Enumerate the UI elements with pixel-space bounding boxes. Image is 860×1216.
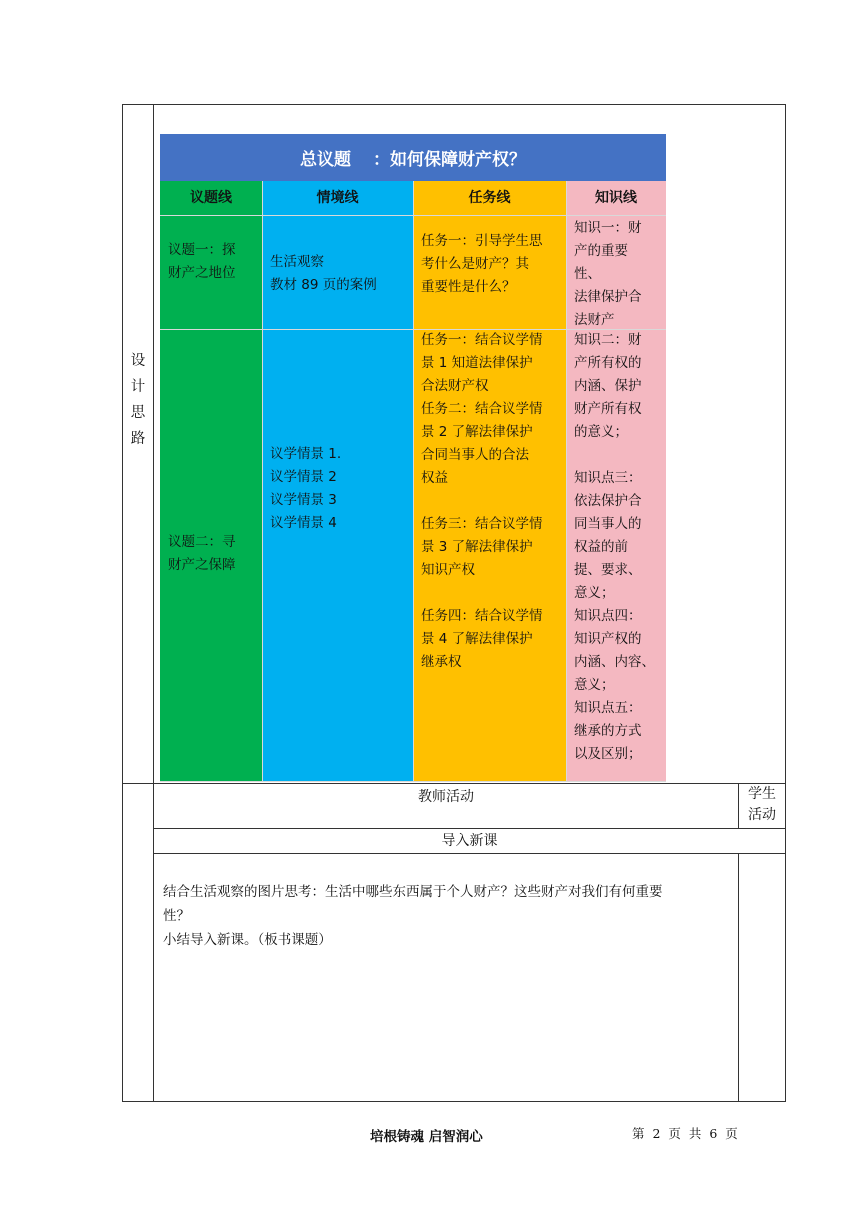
header-line: 学生 (748, 786, 776, 802)
cell-line: 任务一：引导学生思 (421, 233, 543, 249)
cell-line: 财产之地位 (168, 265, 236, 281)
cell-line: 任务一：结合议学情 (421, 332, 543, 348)
cell-line: 知识点四： (574, 608, 642, 624)
cell-line: 知识一：财 (574, 220, 642, 236)
table-left-border (122, 104, 123, 1102)
label-char: 计 (130, 379, 146, 395)
body-line: 小结导入新课。（板书课题） (163, 932, 332, 948)
cell-line: 教材 89 页的案例 (270, 277, 377, 293)
table-column-border (738, 853, 739, 1102)
label-char: 思 (130, 405, 146, 421)
cell-line: 意义； (574, 585, 615, 601)
row1-context (262, 215, 413, 329)
cell-line: 内涵、保护 (574, 378, 642, 394)
table-right-border (785, 104, 786, 1102)
header-task-line: 任务线 (413, 181, 566, 215)
cell-line: 财产之保障 (168, 557, 236, 573)
row1-knowledge (566, 215, 666, 329)
cell-line: 合同当事人的合法 (421, 447, 529, 463)
cell-line: 合法财产权 (421, 378, 489, 394)
table-row-border (153, 828, 786, 829)
table-row-border (122, 783, 786, 784)
design-title-bar (160, 134, 666, 181)
design-title: 总议题 (300, 150, 351, 170)
cell-line: 议学情景 2 (270, 469, 337, 485)
row2-knowledge (566, 329, 666, 781)
row2-task (413, 329, 566, 781)
header-knowledge-line: 知识线 (566, 181, 666, 215)
cell-line: 产的重要 (574, 243, 628, 259)
cell-spacer (574, 444, 658, 467)
cell-line: 景 2 了解法律保护 (421, 424, 533, 440)
row2-topic (160, 329, 262, 781)
cell-line: 议学情景 3 (270, 492, 337, 508)
cell-line: 议题二：寻 (168, 534, 236, 550)
cell-divider (160, 329, 666, 330)
body-line: 结合生活观察的图片思考：生活中哪些东西属于个人财产？这些财产对我们有何重要 (163, 884, 663, 900)
cell-line: 景 1 知道法律保护 (421, 355, 533, 371)
table-row-border (153, 853, 786, 854)
footer-motto: 培根铸魂 启智润心 (370, 1129, 483, 1145)
cell-line: 内涵、内容、 (574, 654, 655, 670)
cell-line: 财产所有权 (574, 401, 642, 417)
cell-line: 考什么是财产？其 (421, 256, 529, 272)
cell-line: 产所有权的 (574, 355, 642, 371)
cell-line: 知识点五： (574, 700, 642, 716)
cell-divider (566, 181, 567, 781)
cell-divider (262, 181, 263, 781)
cell-line: 同当事人的 (574, 516, 642, 532)
cell-line: 法律保护合 (574, 289, 642, 305)
cell-line: 权益 (421, 470, 448, 486)
table-top-border (122, 104, 786, 105)
row1-task (413, 215, 566, 329)
cell-line: 生活观察 (270, 254, 324, 270)
cell-line: 景 3 了解法律保护 (421, 539, 533, 555)
cell-line: 知识二：财 (574, 332, 642, 348)
row1-topic (160, 215, 262, 329)
cell-line: 任务四：结合议学情 (421, 608, 543, 624)
cell-line: 法财产 (574, 312, 615, 328)
cell-line: 继承的方式 (574, 723, 642, 739)
lesson-intro-text (163, 880, 735, 952)
design-table (160, 134, 668, 782)
cell-line: 任务二：结合议学情 (421, 401, 543, 417)
cell-line: 知识点三： (574, 470, 642, 486)
design-ideas-label (124, 348, 152, 452)
header-topic-line: 议题线 (160, 181, 262, 215)
cell-line: 景 4 了解法律保护 (421, 631, 533, 647)
body-line: 性？ (163, 908, 190, 924)
cell-line: 权益的前 (574, 539, 628, 555)
student-activity-header (739, 784, 785, 826)
cell-divider (413, 181, 414, 781)
cell-line: 议学情景 4 (270, 515, 337, 531)
design-title-question: ：如何保障财产权？ (373, 150, 526, 170)
cell-line: 知识产权的 (574, 631, 642, 647)
section-title: 导入新课 (441, 833, 498, 849)
page-number: 第 2 页 共 6 页 (632, 1126, 740, 1141)
row2-context (262, 329, 413, 781)
cell-line: 继承权 (421, 654, 462, 670)
cell-line: 提、要求、 (574, 562, 642, 578)
cell-line: 以及区别； (574, 746, 642, 762)
cell-line: 的意义； (574, 424, 628, 440)
cell-spacer (421, 582, 558, 605)
cell-line: 知识产权 (421, 562, 475, 578)
cell-line: 议学情景 1. (270, 446, 342, 462)
cell-line: 性、 (574, 266, 601, 282)
header-line: 活动 (748, 807, 776, 823)
cell-spacer (421, 490, 558, 513)
table-column-border (153, 104, 154, 1102)
cell-divider (160, 215, 666, 216)
label-char: 路 (130, 431, 146, 447)
label-char: 设 (130, 353, 146, 369)
cell-line: 重要性是什么？ (421, 279, 516, 295)
header-context-line: 情境线 (262, 181, 413, 215)
teacher-activity-header: 教师活动 (418, 789, 474, 805)
cell-line: 意义； (574, 677, 615, 693)
cell-line: 议题一：探 (168, 242, 236, 258)
cell-line: 依法保护合 (574, 493, 642, 509)
table-bottom-border (122, 1101, 786, 1102)
cell-line: 任务三：结合议学情 (421, 516, 543, 532)
cell-divider (160, 781, 666, 782)
